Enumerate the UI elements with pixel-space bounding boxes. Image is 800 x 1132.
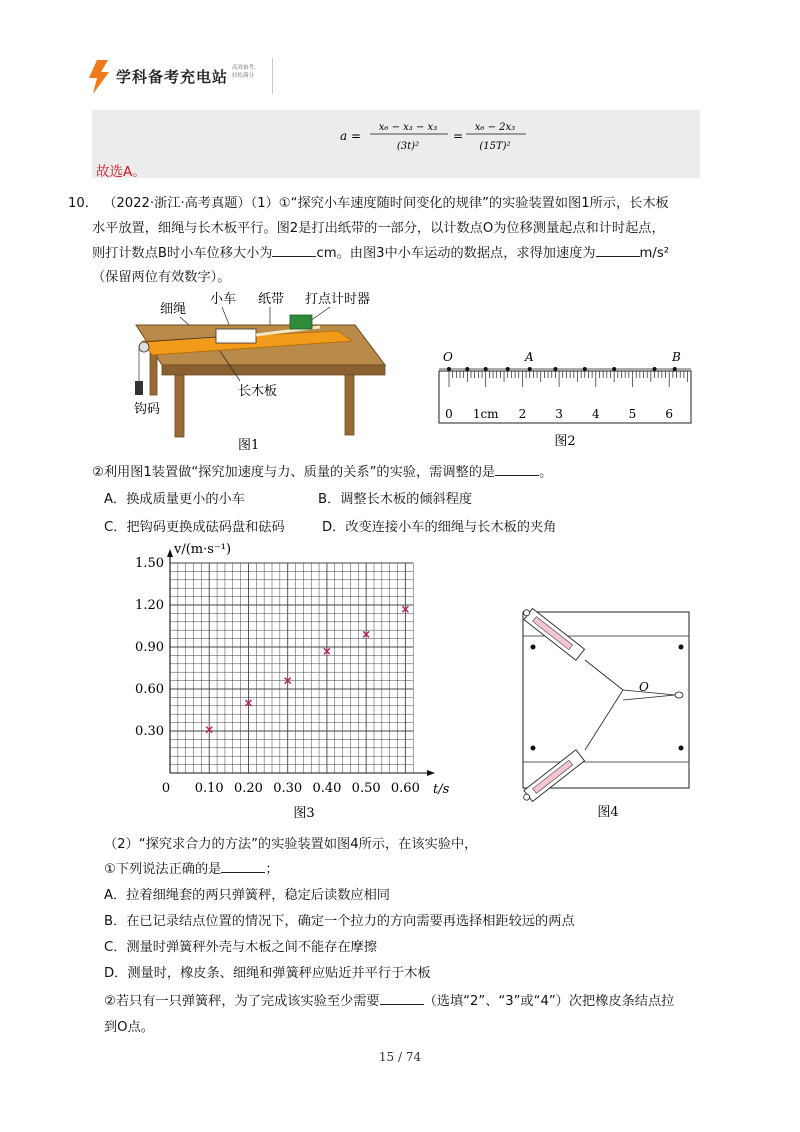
option-d[interactable]: D．改变连接小车的细绳与长木板的夹角 [322,520,557,535]
figure-3-caption: 图3 [293,806,315,821]
label-rope: 细绳 [160,302,187,317]
option-c[interactable]: C．把钩码更换成砝码盘和砝码 [104,520,285,535]
part2-option-a[interactable]: A．拉着细绳套的两只弹簧秤，稳定后读数应相同 [104,888,390,903]
question-part-2-q2: ②若只有一只弹簧秤，为了完成该实验至少需要 （选填“2”、“3”或“4”）次把橡皮条结点拉 [104,994,675,1009]
point-a: A [525,350,534,364]
figure-4-caption: 图4 [597,805,619,820]
ruler-tick-label: 4 [591,407,600,421]
ruler-tick-label: 0 [445,407,453,421]
question-line-4: （保留两位有效数字）。 [92,270,231,285]
x-axis-arrow [427,770,435,776]
part2-option-c[interactable]: C．测量时弹簧秤外壳与木板之间不能存在摩擦 [104,940,377,955]
question-number: 10. [68,196,89,211]
x-tick-label: 0.60 [390,781,420,796]
x-tick-label: 0.50 [351,781,381,796]
tape-dot [653,367,657,371]
x-tick-label: 0.40 [312,781,342,796]
figure-1-caption: 图1 [238,438,260,453]
ruler-tick-label: 6 [665,407,674,421]
y-tick-label: 1.20 [135,598,164,613]
tape-dot [528,367,532,371]
label-cart: 小车 [210,292,237,307]
ruler-tick-label: 1cm [472,407,499,421]
tape-dot [506,367,510,371]
option-a[interactable]: A．换成质量更小的小车 [104,492,245,507]
ruler-tick-label: 2 [518,407,527,421]
logo-text: 学科备考充电站 [116,68,229,86]
tape-dot [583,367,587,371]
figure-2-ruler [435,345,700,455]
question-part-2-q1: ①下列说法正确的是 ； [104,862,279,877]
figure-3-vt-chart [120,535,460,825]
figure-2-caption: 图2 [554,434,576,449]
svg-text:a =: a = [340,129,362,143]
svg-text:x₆ − x₃ − x₃: x₆ − x₃ − x₃ [378,122,438,133]
x-axis-label: t/s [433,782,450,797]
y-axis-arrow [167,549,173,557]
logo-divider [272,58,273,94]
y-tick-label: 1.50 [135,556,164,571]
tape-dot [447,367,451,371]
question-line-2: 水平放置，细绳与长木板平行。图2是打出纸带的一部分，以计数点O为位移测量起点和计时起点， [92,221,665,236]
label-board: 长木板 [238,384,278,399]
x-tick-label: 0.30 [273,781,303,796]
logo-subtitle: 高效备考、 轻松满分 [232,65,260,79]
figure-1-apparatus [130,285,400,455]
tape-dot [612,367,616,371]
x-tick-label: 0 [161,781,171,796]
part2-option-d[interactable]: D．测量时，橡皮条、细绳和弹簧秤应贴近并平行于木板 [104,966,431,981]
lightning-logo-icon [88,60,110,94]
question-part-2-intro: （2）“探究求合力的方法”的实验装置如图4所示，在该实验中， [104,837,478,852]
ruler-tick-label: 3 [555,407,563,421]
x-tick-label: 0.10 [194,781,224,796]
label-weight: 钩码 [134,402,161,417]
svg-text:=: = [453,129,464,143]
page-number: 15 / 74 [378,1050,422,1064]
answer-blank[interactable] [495,464,539,476]
option-b[interactable]: B．调整长木板的倾斜程度 [318,492,473,507]
answer-blank[interactable] [380,993,424,1005]
question-line-3: 则打计数点B时小车位移大小为 cm。由图3中小车运动的数据点，求得加速度为 m/s² [92,246,669,261]
acceleration-formula [340,116,540,156]
figure-4-force-board [515,600,705,825]
y-tick-label: 0.30 [135,724,164,739]
ruler-tick-label: 5 [628,407,637,421]
question-part-1b: ②利用图1装置做“探究加速度与力、质量的关系”的实验，需调整的是 。 [92,465,553,480]
tape-dot [484,367,488,371]
label-timer: 打点计时器 [305,292,371,307]
svg-text:x₆ − 2x₃: x₆ − 2x₃ [474,122,516,133]
answer-blank[interactable] [596,245,640,257]
label-tape: 纸带 [258,292,285,307]
x-tick-label: 0.20 [233,781,263,796]
question-line-1: 10. （2022·浙江·高考真题）（1）①“探究小车速度随时间变化的规律”的实验装置如图1所示，长木板 [68,196,669,211]
answer-blank[interactable] [221,861,265,873]
y-tick-label: 0.60 [135,682,164,697]
question-part-2-q2-end: 到O点。 [104,1020,154,1035]
question-source: （2022·浙江·高考真题） [103,196,251,211]
svg-text:(15T)²: (15T)² [479,141,511,152]
tape-dot [553,367,557,371]
answer-choice: 故选A。 [96,164,146,180]
part2-option-b[interactable]: B．在已记录结点位置的情况下，确定一个拉力的方向需要再选择相距较远的两点 [104,914,575,929]
tape-dot [465,367,469,371]
y-tick-label: 0.90 [135,640,164,655]
tape-dot [673,367,677,371]
y-axis-label: v/(m·s⁻¹) [174,542,232,557]
svg-text:(3t)²: (3t)² [396,141,420,152]
point-o: O [443,350,453,364]
point-o-fig4: O [639,680,649,694]
point-b: B [672,350,681,364]
answer-blank[interactable] [272,245,316,257]
